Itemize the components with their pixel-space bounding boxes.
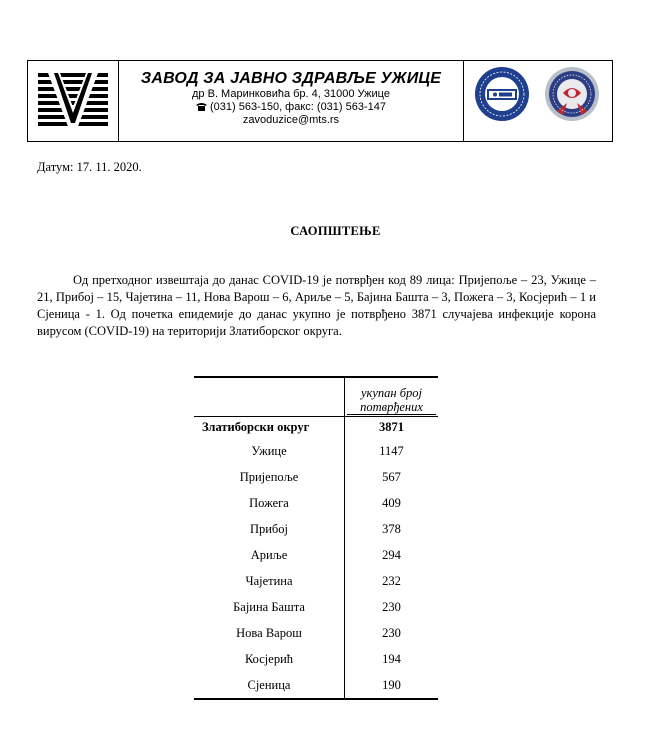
- confirmed-count: 1147: [379, 444, 404, 458]
- table-row: [194, 647, 438, 673]
- confirmed-count: 378: [382, 522, 401, 536]
- header-blank-cell: [194, 377, 345, 417]
- table-row: [194, 569, 438, 595]
- municipality-name: Нова Варош: [194, 621, 345, 647]
- confirmed-count: 194: [382, 652, 401, 666]
- confirmed-count: 190: [382, 677, 401, 692]
- confirmed-count: 232: [382, 574, 401, 588]
- logo-cell: [28, 61, 119, 141]
- iso-9001-quality-seal-icon: [543, 65, 601, 123]
- certifications-cell: [464, 61, 612, 141]
- region-total: 3871: [345, 417, 439, 439]
- municipality-name: Чајетина: [194, 569, 345, 595]
- cases-table: [194, 376, 438, 700]
- column-header-line2: потврђених: [347, 400, 436, 415]
- confirmed-count: 409: [382, 496, 401, 510]
- table-header-row: [194, 377, 438, 417]
- organization-name: ЗАВОД ЗА ЈАВНО ЗДРАВЉЕ УЖИЦЕ: [140, 70, 442, 87]
- table-row: [194, 595, 438, 621]
- table-row: [194, 673, 438, 699]
- municipality-name: Сјеница: [194, 673, 345, 699]
- telephone-icon: [196, 102, 207, 111]
- table-row: [194, 491, 438, 517]
- municipality-name: Бајина Башта: [194, 595, 345, 621]
- municipality-name: Прибој: [194, 517, 345, 543]
- document-title: САОПШТЕЊЕ: [290, 224, 381, 238]
- confirmed-count: 567: [382, 470, 401, 484]
- confirmed-count: 230: [382, 600, 401, 614]
- confirmed-count: 230: [382, 626, 401, 640]
- region-name: Златиборски округ: [194, 417, 345, 439]
- email: zavoduzice@mts.rs: [242, 114, 340, 126]
- iqnet-certified-management-system-icon: [473, 65, 531, 123]
- announcement-paragraph: Од претходног извештаја до данас COVID-19 је потврђен код 89 лица: Пријепоље – 23, Ужице – 21, Прибој – 15, Чајетина – 11, Нова Варош – 6, Ариље – 5, Бајина Башта – 3, Пожега – 3, Косјерић – 1 и Сјеница - 1. Од почетка епидемије до данас укупно је потврђено 3871 случајева инфекције корона вирусом (COVID-19) на територији Златиборског округа.: [37, 273, 596, 338]
- letterhead: [27, 60, 613, 142]
- letterhead-text: [119, 61, 464, 141]
- phone-fax: (031) 563-150, факс: (031) 563-147: [209, 101, 387, 113]
- table-row: [194, 439, 438, 465]
- address: др В. Маринковића бр. 4, 31000 Ужице: [192, 88, 390, 100]
- municipality-name: Пријепоље: [194, 465, 345, 491]
- table-row: [194, 543, 438, 569]
- table-row: [194, 517, 438, 543]
- table-row: [194, 465, 438, 491]
- confirmed-count: 294: [382, 548, 401, 562]
- municipality-name: Ужице: [194, 439, 345, 465]
- table-row-total: [194, 417, 438, 439]
- column-header-total-confirmed: [345, 377, 439, 417]
- municipality-name: Ариље: [194, 543, 345, 569]
- column-header-line1: укупан број: [360, 386, 423, 400]
- table-row: [194, 621, 438, 647]
- municipality-name: Пожега: [194, 491, 345, 517]
- institute-logo-icon: [38, 73, 108, 129]
- document-date: Датум: 17. 11. 2020.: [37, 160, 142, 174]
- municipality-name: Косјерић: [194, 647, 345, 673]
- phone-fax-line: [119, 101, 463, 114]
